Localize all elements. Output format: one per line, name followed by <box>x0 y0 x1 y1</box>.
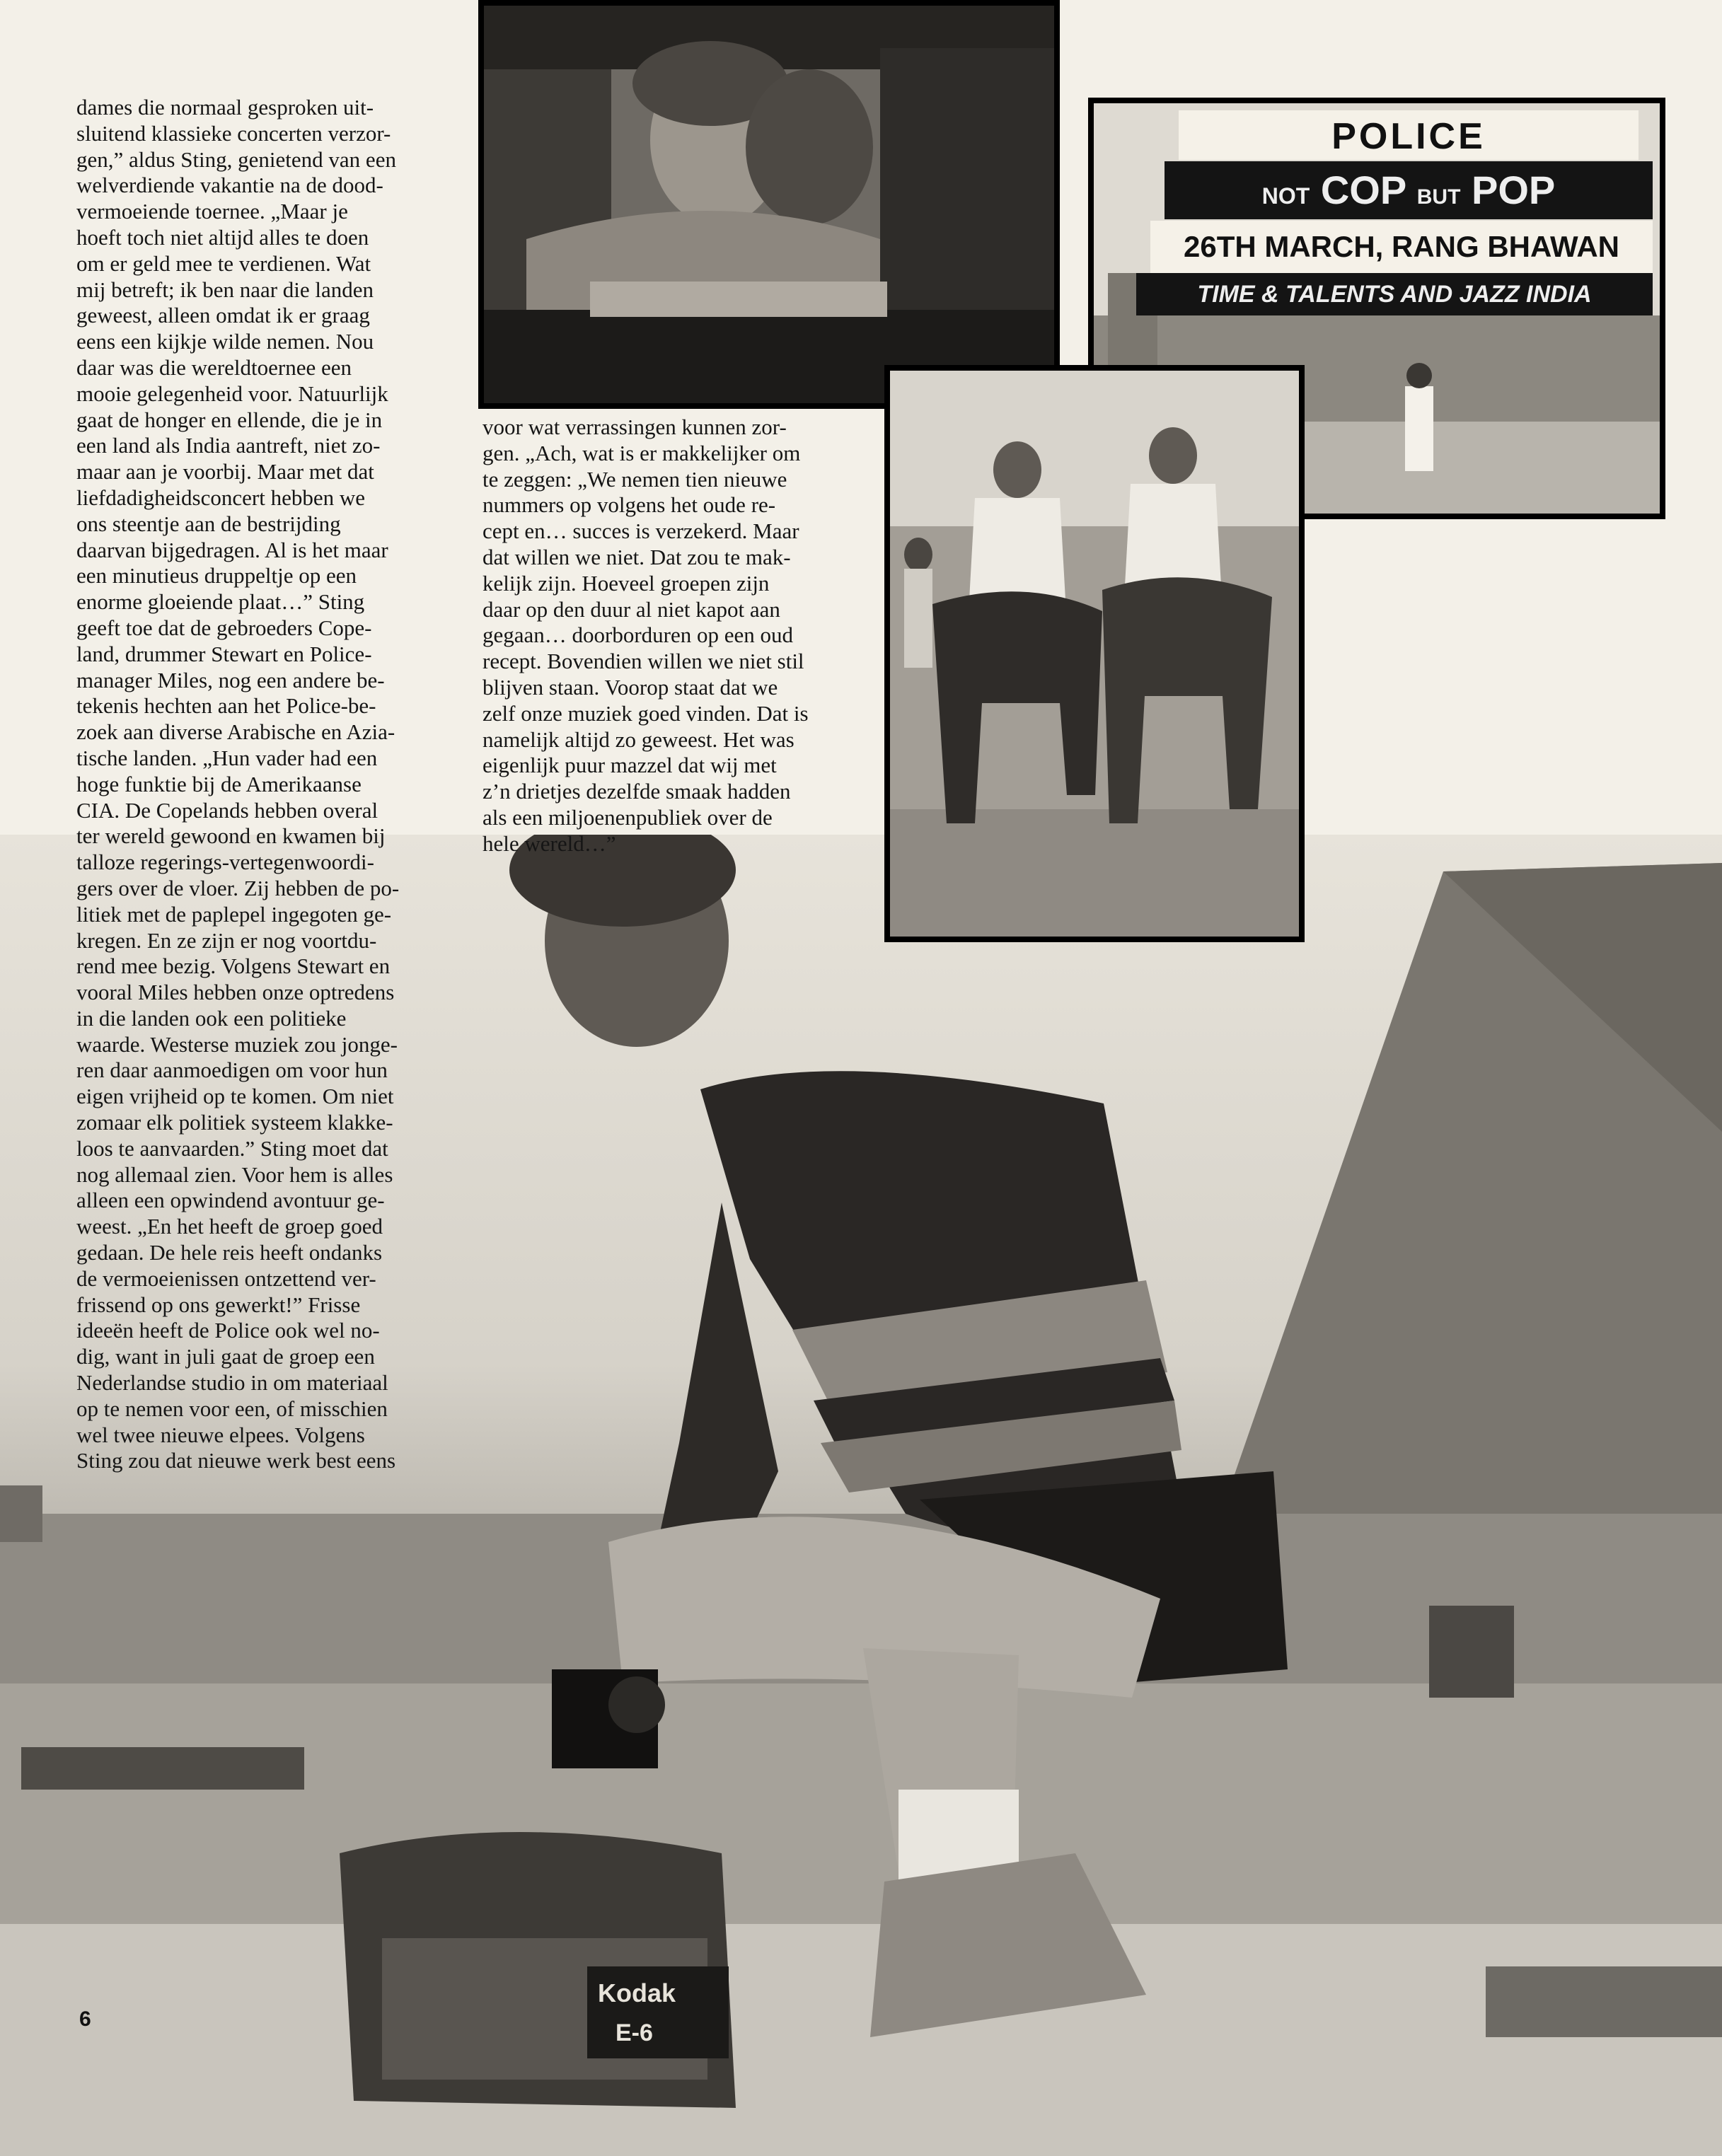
text-line: cept en… succes is verzekerd. Maar <box>482 518 799 544</box>
text-line: mooie gelegenheid voor. Natuurlijk <box>76 381 388 406</box>
text-line: rend mee bezig. Volgens Stewart en <box>76 954 391 979</box>
photo-car-scene <box>484 6 1054 403</box>
text-line: ideeën heeft de Police ook wel no- <box>76 1318 380 1343</box>
text-line: voor wat verrassingen kunnen zor- <box>482 415 787 439</box>
text-line: gers over de vloer. Zij hebben de po- <box>76 875 400 900</box>
text-line: ren daar aanmoedigen om voor hun <box>76 1057 388 1083</box>
photo-man-in-car <box>478 0 1060 409</box>
article-column-left <box>76 95 473 1474</box>
banner-title: POLICE <box>1179 110 1639 160</box>
bag-label-brand: Kodak <box>598 1978 676 2007</box>
text-line: recept. Bovendien willen we niet stil <box>482 649 804 674</box>
text-line: land, drummer Stewart en Police- <box>76 641 372 666</box>
text-line: enorme gloeiende plaat…” Sting <box>76 589 365 615</box>
text-line: zoek aan diverse Arabische en Azia- <box>76 719 395 745</box>
text-line: manager Miles, nog een andere be- <box>76 667 385 692</box>
text-line: eens een kijkje wilde nemen. Nou <box>76 329 374 354</box>
text-line: welverdiende vakantie na de dood- <box>76 173 383 198</box>
banner-date-venue: 26TH MARCH, RANG BHAWAN <box>1150 221 1653 273</box>
text-line: namelijk altijd zo geweest. Het was <box>482 726 794 752</box>
text-line: nog allemaal zien. Voor hem is alles <box>76 1161 393 1187</box>
text-line: loos te aanvaarden.” Sting moet dat <box>76 1135 388 1161</box>
text-line: zelf onze muziek goed vinden. Dat is <box>482 700 809 726</box>
text-line: nummers op volgens het oude re- <box>482 492 776 518</box>
banner-but: BUT <box>1416 185 1461 209</box>
text-line: een minutieus druppeltje op een <box>76 563 357 589</box>
text-line: daar was die wereldtoernee een <box>76 354 352 380</box>
text-line: gen. „Ach, wat is er makkelijker om <box>482 440 801 465</box>
text-line: een land als India aantreft, niet zo- <box>76 433 381 458</box>
text-line: kelijk zijn. Hoeveel groepen zijn <box>482 570 770 596</box>
text-line: hoge funktie bij de Amerikaanse <box>76 771 362 796</box>
photo-horses-scene <box>890 371 1299 937</box>
text-line: hoeft toch niet altijd alles te doen <box>76 224 369 250</box>
text-line: litiek met de paplepel ingegoten ge- <box>76 901 392 927</box>
text-line: op te nemen voor een, of misschien <box>76 1396 388 1421</box>
text-line: gegaan… doorborduren op een oud <box>482 622 794 648</box>
text-line: maar aan je voorbij. Maar met dat <box>76 459 374 485</box>
photo-riders-on-horses <box>884 365 1305 942</box>
text-line: alleen een opwindend avontuur ge- <box>76 1188 385 1213</box>
text-line: daarvan bijgedragen. Al is het maar <box>76 537 388 562</box>
text-line: CIA. De Copelands hebben overal <box>76 797 379 823</box>
text-line: geweest, alleen omdat ik er graag <box>76 303 370 328</box>
text-line: dames die normaal gesproken uit- <box>76 95 374 120</box>
text-line: hele wereld…” <box>482 830 616 856</box>
text-line: tische landen. „Hun vader had een <box>76 745 378 770</box>
text-line: dat willen we niet. Dat zou te mak- <box>482 544 791 569</box>
text-line: gaat de honger en ellende, die je in <box>76 407 383 432</box>
text-line: frissend op ons gewerkt!” Frisse <box>76 1292 361 1317</box>
text-line: blijven staan. Voorop staat dat we <box>482 674 778 700</box>
bag-label-code: E-6 <box>616 2019 653 2046</box>
text-line: ter wereld gewoond en kwamen bij <box>76 823 386 849</box>
text-line: sluitend klassieke concerten verzor- <box>76 120 391 146</box>
text-line: ons steentje aan de bestrijding <box>76 511 341 536</box>
text-line: vooral Miles hebben onze optredens <box>76 980 395 1005</box>
text-line: gedaan. De hele reis heeft ondanks <box>76 1240 383 1265</box>
text-line: dig, want in juli gaat de groep een <box>76 1344 375 1369</box>
banner-cop: COP <box>1320 168 1406 212</box>
text-line: de vermoeienissen ontzettend ver- <box>76 1265 376 1291</box>
page-number: 6 <box>79 2007 91 2031</box>
text-line: vermoeiende toernee. „Maar je <box>76 199 348 224</box>
banner-organizers: TIME & TALENTS AND JAZZ INDIA <box>1136 273 1653 315</box>
text-line: Sting zou dat nieuwe werk best eens <box>76 1448 396 1473</box>
text-line: gen,” aldus Sting, genietend van een <box>76 146 396 172</box>
text-line: kregen. En ze zijn er nog voortdu- <box>76 927 377 953</box>
banner-slogan <box>1165 161 1653 219</box>
text-line: daar op den duur al niet kapot aan <box>482 596 780 622</box>
text-line: talloze regerings-vertegenwoordi- <box>76 850 374 875</box>
text-line: zomaar elk politiek systeem klakke- <box>76 1110 393 1135</box>
text-line: liefdadigheidsconcert hebben we <box>76 485 365 510</box>
banner-not: NOT <box>1261 183 1310 209</box>
text-line: wel twee nieuwe elpees. Volgens <box>76 1422 365 1447</box>
text-line: als een miljoenenpubliek over de <box>482 804 773 830</box>
text-line: z’n drietjes dezelfde smaak hadden <box>482 779 791 804</box>
text-line: eigen vrijheid op te komen. Om niet <box>76 1084 394 1109</box>
text-line: tekenis hechten aan het Police-be- <box>76 693 376 719</box>
banner-pop: POP <box>1471 168 1556 212</box>
article-column-middle <box>482 415 879 857</box>
text-line: Nederlandse studio in om materiaal <box>76 1370 388 1396</box>
text-line: geeft toe dat de gebroeders Cope- <box>76 615 372 640</box>
text-line: om er geld mee te verdienen. Wat <box>76 250 371 276</box>
text-line: waarde. Westerse muziek zou jonge- <box>76 1031 398 1057</box>
text-line: mij betreft; ik ben naar die landen <box>76 277 374 302</box>
text-line: weest. „En het heeft de groep goed <box>76 1214 383 1239</box>
text-line: eigenlijk puur mazzel dat wij met <box>482 753 777 778</box>
text-line: te zeggen: „We nemen tien nieuwe <box>482 466 787 492</box>
text-line: in die landen ook een politieke <box>76 1005 347 1031</box>
